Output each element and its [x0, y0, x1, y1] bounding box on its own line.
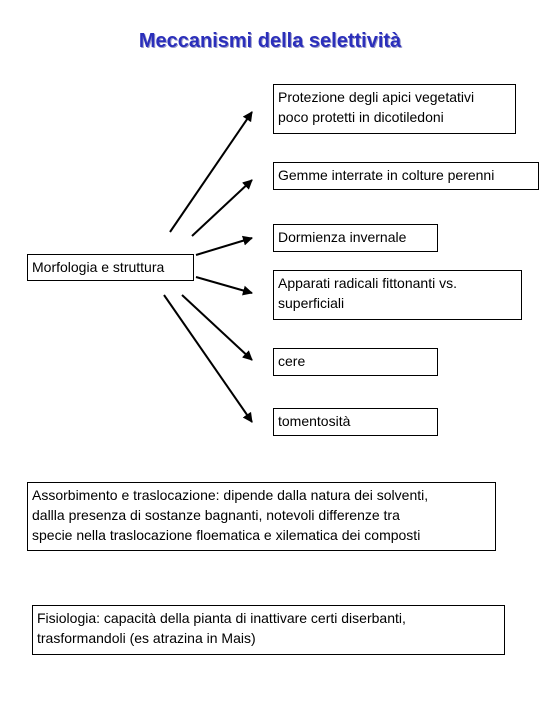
box-assorbimento-traslocazione: Assorbimento e traslocazione: dipende dalla natura dei solventi, dallla presenza di sostanze bagnanti, notevoli differenze tra specie nella traslocazione floematica e xilematica dei composti: [27, 482, 496, 551]
box-apparati-radicali: Apparati radicali fittonanti vs. superficiali: [273, 270, 522, 320]
page-title: Meccanismi della selettività: [138, 30, 402, 52]
box-fisiologia: Fisiologia: capacità della pianta di inattivare certi diserbanti, trasformandoli (es atrazina in Mais): [32, 605, 505, 655]
box-dormienza-invernale: Dormienza invernale: [273, 224, 438, 252]
box-tomentosita: tomentosità: [273, 408, 438, 436]
arrow-to-cere: [182, 295, 252, 360]
box-gemme-interrate: Gemme interrate in colture perenni: [273, 162, 539, 190]
arrow-to-apparati: [196, 277, 252, 293]
arrow-to-protezione: [170, 112, 252, 232]
arrow-to-dormienza: [196, 238, 252, 255]
box-morfologia-struttura: Morfologia e struttura: [27, 254, 194, 281]
box-protezione-apici: Protezione degli apici vegetativi poco protetti in dicotiledoni: [273, 84, 516, 134]
arrow-to-tomentosita: [164, 295, 252, 422]
box-cere: cere: [273, 348, 438, 376]
